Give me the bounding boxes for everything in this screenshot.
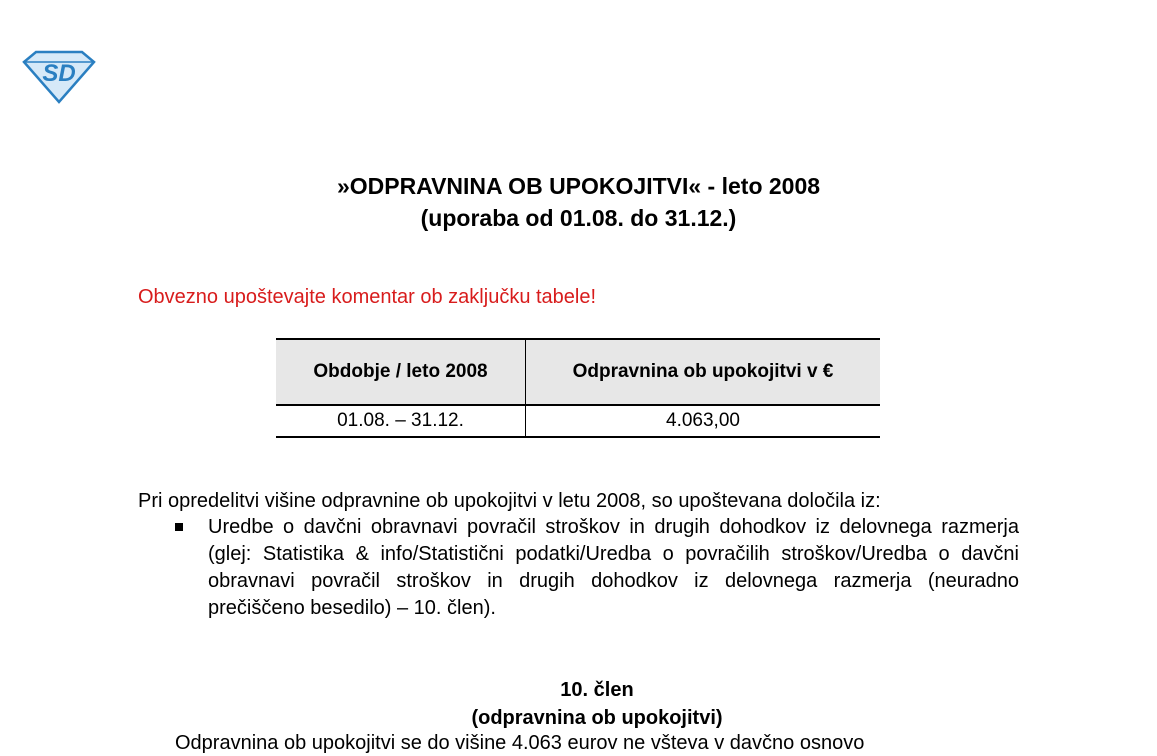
table-row: [276, 405, 880, 437]
article-subtitle: (odpravnina ob upokojitvi): [471, 707, 723, 729]
column-header-amount: Odpravnina ob upokojitvi v €: [526, 339, 881, 405]
list-item: [175, 514, 1019, 622]
notice-text: Obvezno upoštevajte komentar ob zaključku tabele!: [138, 286, 597, 308]
title-line-1: »ODPRAVNINA OB UPOKOJITVI« - leto 2008: [336, 173, 821, 199]
list-item-text: Uredbe o davčni obravnavi povračil stroškov in drugih dohodkov iz delovnega razmerja (glej: Statistika & info/Statistični podatki/Uredba o povračilih stroškov/Uredba o davčni obravnavi povračil stroškov in drugih dohodkov iz delovnega razmerja (neuradno prečiščeno besedilo) – 10. člen).: [208, 516, 1019, 619]
bullet-list: [175, 514, 1019, 622]
sd-logo-icon: [22, 48, 96, 104]
cell-amount: 4.063,00: [526, 405, 881, 437]
cell-period: 01.08. – 31.12.: [276, 405, 526, 437]
article-heading: [0, 676, 1157, 732]
square-bullet-icon: [175, 523, 183, 531]
page-title: [0, 170, 1157, 234]
svg-text:SD: SD: [42, 60, 76, 87]
title-line-2: (uporaba od 01.08. do 31.12.): [420, 205, 737, 231]
intro-paragraph: Pri opredelitvi višine odpravnine ob upokojitvi v letu 2008, so upoštevana določila iz:: [138, 490, 881, 512]
article-number: 10. člen: [560, 679, 634, 701]
article-body-text: Odpravnina ob upokojitvi se do višine 4.063 eurov ne všteva v davčno osnovo: [175, 732, 865, 754]
column-header-period: Obdobje / leto 2008: [276, 339, 526, 405]
table-header-row: [276, 339, 880, 405]
rates-table: [276, 338, 880, 438]
